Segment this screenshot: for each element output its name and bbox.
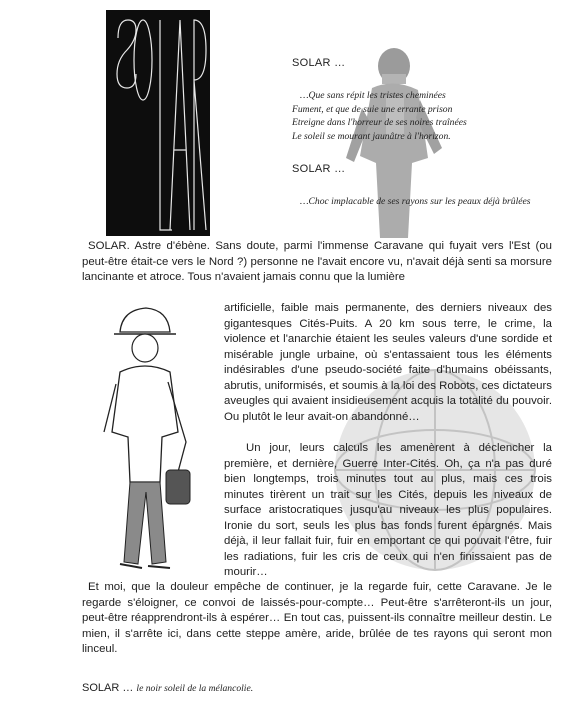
paragraph-2: Un jour, leurs calculs les amenèrent à déclencher la première, et dernière, Guerre Inter-Cités. Oh, ça n'a pas duré bien longtemps, trois minutes tout au plus, mais ces trois minutes tirèrent un trait sur les Cités, depuis les niveaux de surface aristocratiques jusqu'au niveaux les plus populaires. Ironie du sort, seuls les plus bas fonds furent épargnés. Mais déjà, il leur fallait fuir, fuir en emportant ce qui pouvait l'être, fuir les radiations, fuir les cris de ceux qui n'en finissaient pas de mourir…	[224, 442, 552, 578]
poem-heading-2: SOLAR …	[292, 163, 346, 175]
solar-title-block	[106, 10, 210, 236]
signature-line	[82, 682, 253, 694]
poem-line: …Que sans répit les tristes cheminées	[300, 90, 446, 101]
poem-line: Le soleil se mourant jaunâtre à l'horizon.	[292, 130, 451, 142]
poem-line: …Choc implacable de ses rayons sur les peaux déjà brûlées	[300, 196, 531, 207]
paragraph-1-continued: artificielle, faible mais permanente, des derniers niveaux des gigantesques Cités-Puits. A 20 km sous terre, le crime, la violence et l'anarchie étaient les seules valeurs d'une sordide et misérable jungle urbaine, où s'entassaient tous les éléments indésirables d'une pseudo-société faite d'humains obéissants, abrutis, uniformisés, et soumis à la loi des Robots, ces dictateurs aveugles qui avaient insidieusement acquis la totalité du pouvoir. Ou plutôt le leur avait-on abandonné…	[224, 302, 552, 423]
paragraph-3: Et moi, que la douleur empêche de continuer, je la regarde fuir, cette Caravane. Je le regarde s'éloigner, ce convoi de laissés-pour-compte… Peut-être s'arrêteront-ils un jour, peut-être réapprendront-ils à espérer… En tout cas, puissent-ils connaître meilleur destin. Le mien, il s'arrête ici, dans cette steppe amère, aride, brûlée de tes rayons qui seront mon linceul.	[82, 581, 552, 655]
poem-line: Etreigne dans l'horreur de ses noires traînées	[292, 117, 467, 129]
wanderer-illustration	[90, 292, 220, 582]
poem-line: Fument, et que de suie une errante prison	[292, 103, 453, 115]
poem-heading-1: SOLAR …	[292, 57, 346, 69]
paragraph-1-intro: SOLAR. Astre d'ébène. Sans doute, parmi l'immense Caravane qui fuyait vers l'Est (ou peut-être était-ce vers le Nord ?) personne ne l'avait encore vu, n'avait déjà senti sa morsure lancinante et atroce. Tous n'avaient jamais connu que la lumière	[82, 240, 552, 283]
poem-verse-1	[292, 89, 467, 143]
signature-head: SOLAR …	[82, 682, 134, 694]
signature-tail: le noir soleil de la mélancolie.	[136, 683, 254, 694]
poem-verse-2	[292, 195, 542, 209]
solar-vertical-lettering	[106, 10, 210, 236]
